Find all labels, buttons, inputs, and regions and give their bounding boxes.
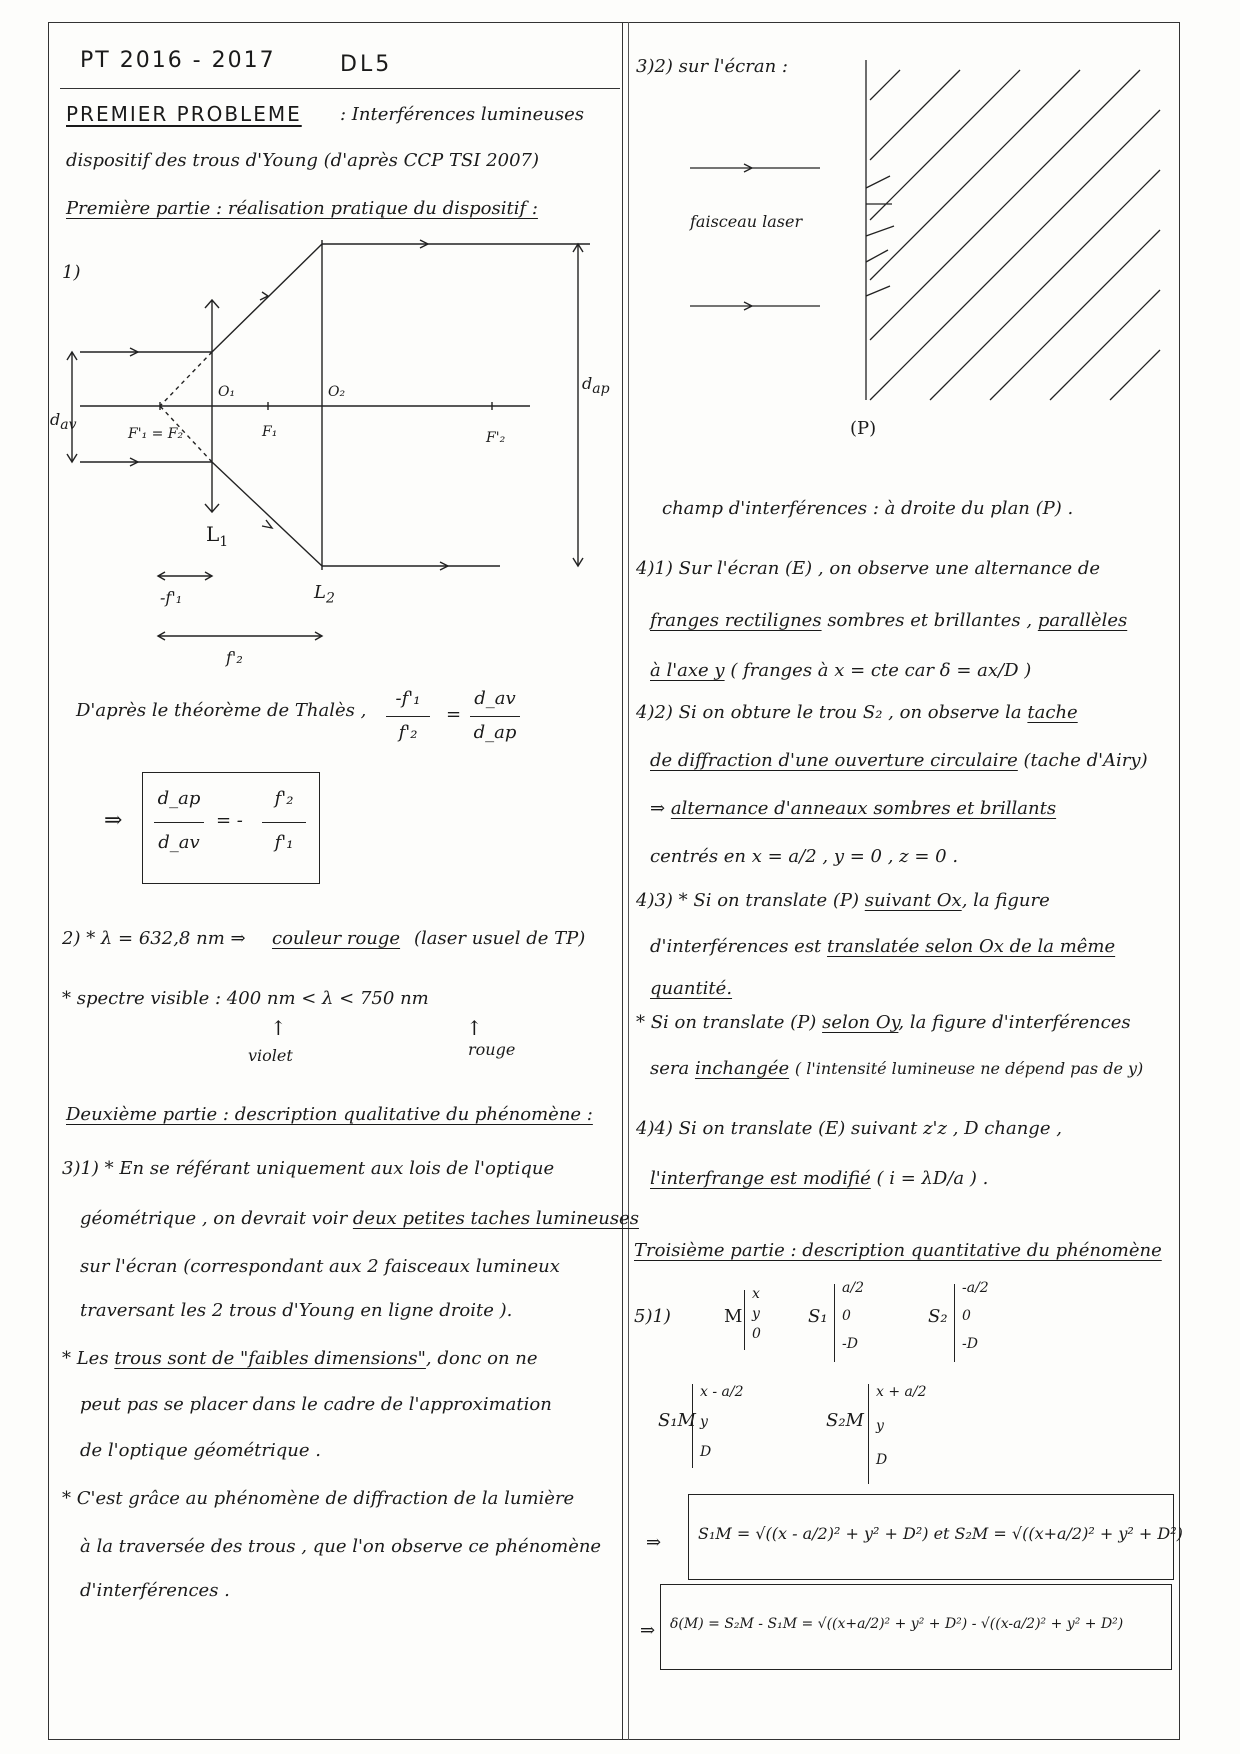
result-bar-left [154,822,204,823]
result-eq: = - [216,810,243,831]
label-F2p: F'₂ [486,430,506,446]
problem-title: PREMIER PROBLEME [66,102,302,126]
thales-bar-right [470,716,520,717]
coord-S2-name: S₂ [928,1306,948,1327]
result-num-left: d_ap [157,788,201,809]
header-code: DL5 [340,52,393,77]
coord-S1-0: a/2 [842,1280,864,1296]
q51-label: 5)1) [634,1306,671,1327]
coord-S1-bar [834,1284,835,1362]
label-dap: $d_{ap}$ [582,374,610,398]
thales-num-left: -f'₁ [395,688,421,709]
q2-c: (laser usuel de TP) [414,928,586,949]
q32-label: 3)2) sur l'écran : [636,56,788,77]
q43-a: 4)3) * Si on translate (P) suivant Ox, la figure [636,890,1050,911]
p311-e: * Les trous sont de "faibles dimensions", donc on ne [62,1348,538,1369]
q1-label: 1) [62,262,81,283]
thales-text: D'après le théorème de Thalès , [76,700,367,721]
spectre: * spectre visible : 400 nm < λ < 750 nm [62,988,429,1009]
q44-b: l'interfrange est modifié ( i = λD/a ) . [650,1168,989,1189]
p311-f: peut pas se placer dans le cadre de l'approximation [80,1394,552,1415]
p311-d: traversant les 2 trous d'Young en ligne droite ). [80,1300,513,1321]
q43-b: d'interférences est translatée selon Ox de la même [650,936,1116,957]
champ: champ d'interférences : à droite du plan (P) . [662,498,1074,519]
coord-S2-2: -D [962,1336,978,1352]
vec-S2M-bar [868,1384,869,1484]
vec-S2M-1: y [876,1418,884,1434]
q2-b: couleur rouge [272,928,401,949]
label-O2: O₂ [328,384,346,400]
label-violet: violet [248,1046,293,1065]
thales-den-left: f'₂ [398,722,418,743]
coord-S1-name: S₁ [808,1306,828,1327]
part1-heading: Première partie : réalisation pratique du dispositif : [66,198,538,219]
vec-S1M-0: x - a/2 [700,1384,744,1400]
problem-title-rest: : Interférences lumineuses [340,104,584,125]
q42-d: centrés en x = a/2 , y = 0 , z = 0 . [650,846,959,867]
p311-b: géométrique , on devrait voir deux petites taches lumineuses [80,1208,639,1229]
q42-c: ⇒ alternance d'anneaux sombres et brillants [650,798,1057,819]
coord-S2-bar [954,1284,955,1362]
problem-subtitle: dispositif des trous d'Young (d'après CCP TSI 2007) [66,150,540,171]
vec-S2M-name: S₂M [826,1410,864,1431]
thales-num-right: d_av [474,688,516,709]
label-F1: F₁ [262,424,278,440]
coord-S2-0: -a/2 [962,1280,989,1296]
q43-e: sera inchangée ( l'intensité lumineuse ne dépend pas de y) [650,1058,1144,1079]
coord-M-2: 0 [752,1326,761,1342]
vec-S1M-2: D [700,1444,712,1460]
p311-i: à la traversée des trous , que l'on observe ce phénomène [80,1536,602,1557]
coord-M-0: x [752,1286,760,1302]
part2-heading: Deuxième partie : description qualitative du phénomène : [66,1104,593,1125]
delta-eq: δ(M) = S₂M - S₁M = √((x+a/2)² + y² + D²) - √((x-a/2)² + y² + D²) [670,1616,1124,1632]
q42-a: 4)2) Si on obture le trou S₂ , on observe la tache [636,702,1078,723]
q43-c: quantité. [650,978,733,999]
header-year: PT 2016 - 2017 [80,48,276,73]
label-dav: $d_{av}$ [50,410,77,434]
label-rouge: rouge [468,1040,516,1059]
q42-b: de diffraction d'une ouverture circulaire (tache d'Airy) [650,750,1148,771]
column-divider [622,22,623,1740]
dist-arrow: ⇒ [646,1532,662,1553]
result-den-right: f'₁ [274,832,294,853]
vec-S1M-1: y [700,1414,708,1430]
q43-d: * Si on translate (P) selon Oy, la figure d'interférences [636,1012,1131,1033]
thales-den-right: d_ap [473,722,517,743]
p311-j: d'interférences . [80,1580,230,1601]
result-den-left: d_av [158,832,200,853]
label-L1: $L_1$ [206,522,229,550]
q41-b: franges rectilignes sombres et brillantes , parallèles [650,610,1128,631]
label-F1p-F2: F'₁ = F₂ [128,426,184,442]
result-arrow: ⇒ [104,808,123,833]
p311-h: * C'est grâce au phénomène de diffraction de la lumière [62,1488,575,1509]
vec-S2M-0: x + a/2 [876,1384,927,1400]
q41-a: 4)1) Sur l'écran (E) , on observe une alternance de [636,558,1100,579]
arrow-up-rouge: ↑ [466,1016,483,1040]
coord-M-name: M [724,1306,743,1327]
label-L2: $L_2$ [314,582,335,607]
q44-a: 4)4) Si on translate (E) suivant z'z , D change , [636,1118,1062,1139]
coord-M-1: y [752,1306,760,1322]
vec-S2M-2: D [876,1452,888,1468]
column-divider-inner [628,22,629,1740]
result-bar-right [262,822,306,823]
result-num-right: f'₂ [274,788,294,809]
thales-eq: = [446,704,462,725]
p311-g: de l'optique géométrique . [80,1440,321,1461]
p311-c: sur l'écran (correspondant aux 2 faisceaux lumineux [80,1256,560,1277]
part3-heading: Troisième partie : description quantitative du phénomène [634,1240,1162,1261]
thales-bar-left [386,716,430,717]
q41-c: à l'axe y ( franges à x = cte car δ = ax/D ) [650,660,1032,681]
p311-a: 3)1) * En se référant uniquement aux lois de l'optique [62,1158,555,1179]
vec-S1M-bar [692,1384,693,1468]
q2-a: 2) * λ = 632,8 nm ⇒ [62,928,246,949]
label-f1: -f'₁ [160,588,183,607]
coord-S2-1: 0 [962,1308,971,1324]
coord-M-bar [744,1290,745,1350]
arrow-up-violet: ↑ [270,1016,287,1040]
label-O1: O₁ [218,384,236,400]
delta-arrow: ⇒ [640,1620,656,1641]
vec-S1M-name: S₁M [658,1410,696,1431]
label-faisceau: faisceau laser [690,212,803,231]
header-rule [60,88,620,89]
label-f2: f'₂ [226,648,243,667]
coord-S1-1: 0 [842,1308,851,1324]
coord-S1-2: -D [842,1336,858,1352]
dist-eq: S₁M = √((x - a/2)² + y² + D²) et S₂M = √((x+a/2)² + y² + D²) [698,1524,1183,1543]
label-P: (P) [850,418,877,439]
